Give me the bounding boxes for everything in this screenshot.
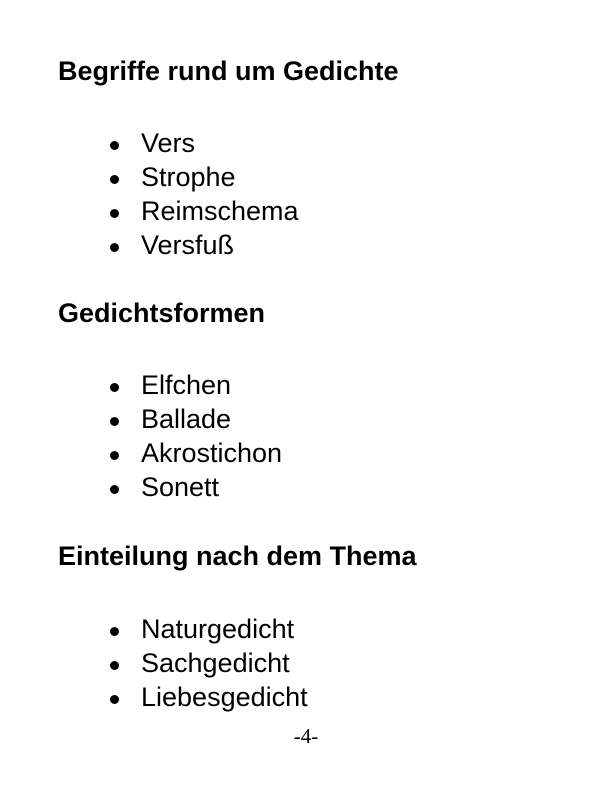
list-item [108,368,282,402]
bullet-list [108,612,308,714]
section-begriffe [58,55,578,260]
section-heading: Einteilung nach dem Thema [58,541,417,571]
section-heading: Gedichtsformen [58,298,266,328]
list-item-text: Sonett [141,472,220,502]
bullet-icon [110,243,119,252]
page-number: -4- [293,724,319,748]
bullet-icon [110,661,119,670]
list-item [108,126,299,160]
list-item-text: Strophe [141,162,236,192]
bullet-list [108,126,299,262]
list-item-text: Naturgedicht [141,614,295,644]
list-item [108,470,282,504]
bullet-icon [110,417,119,426]
bullet-icon [110,209,119,218]
bullet-icon [110,383,119,392]
section-einteilung [58,540,578,712]
list-item-text: Reimschema [141,196,299,226]
list-item [108,612,308,646]
bullet-icon [110,695,119,704]
list-item [108,680,308,714]
list-item-text: Ballade [141,404,232,434]
list-item [108,228,299,262]
bullet-list [108,368,282,504]
bullet-icon [110,141,119,150]
bullet-icon [110,485,119,494]
list-item [108,646,308,680]
section-gedichtsformen [58,297,578,502]
list-item-text: Akrostichon [141,438,283,468]
bullet-icon [110,175,119,184]
section-heading: Begriffe rund um Gedichte [58,56,399,86]
list-item-text: Vers [141,128,196,158]
list-item [108,436,282,470]
bullet-icon [110,627,119,636]
bullet-icon [110,451,119,460]
list-item-text: Versfuß [141,230,235,260]
list-item-text: Sachgedicht [141,648,290,678]
list-item [108,402,282,436]
list-item [108,160,299,194]
list-item [108,194,299,228]
list-item-text: Liebesgedicht [141,682,308,712]
list-item-text: Elfchen [141,370,232,400]
